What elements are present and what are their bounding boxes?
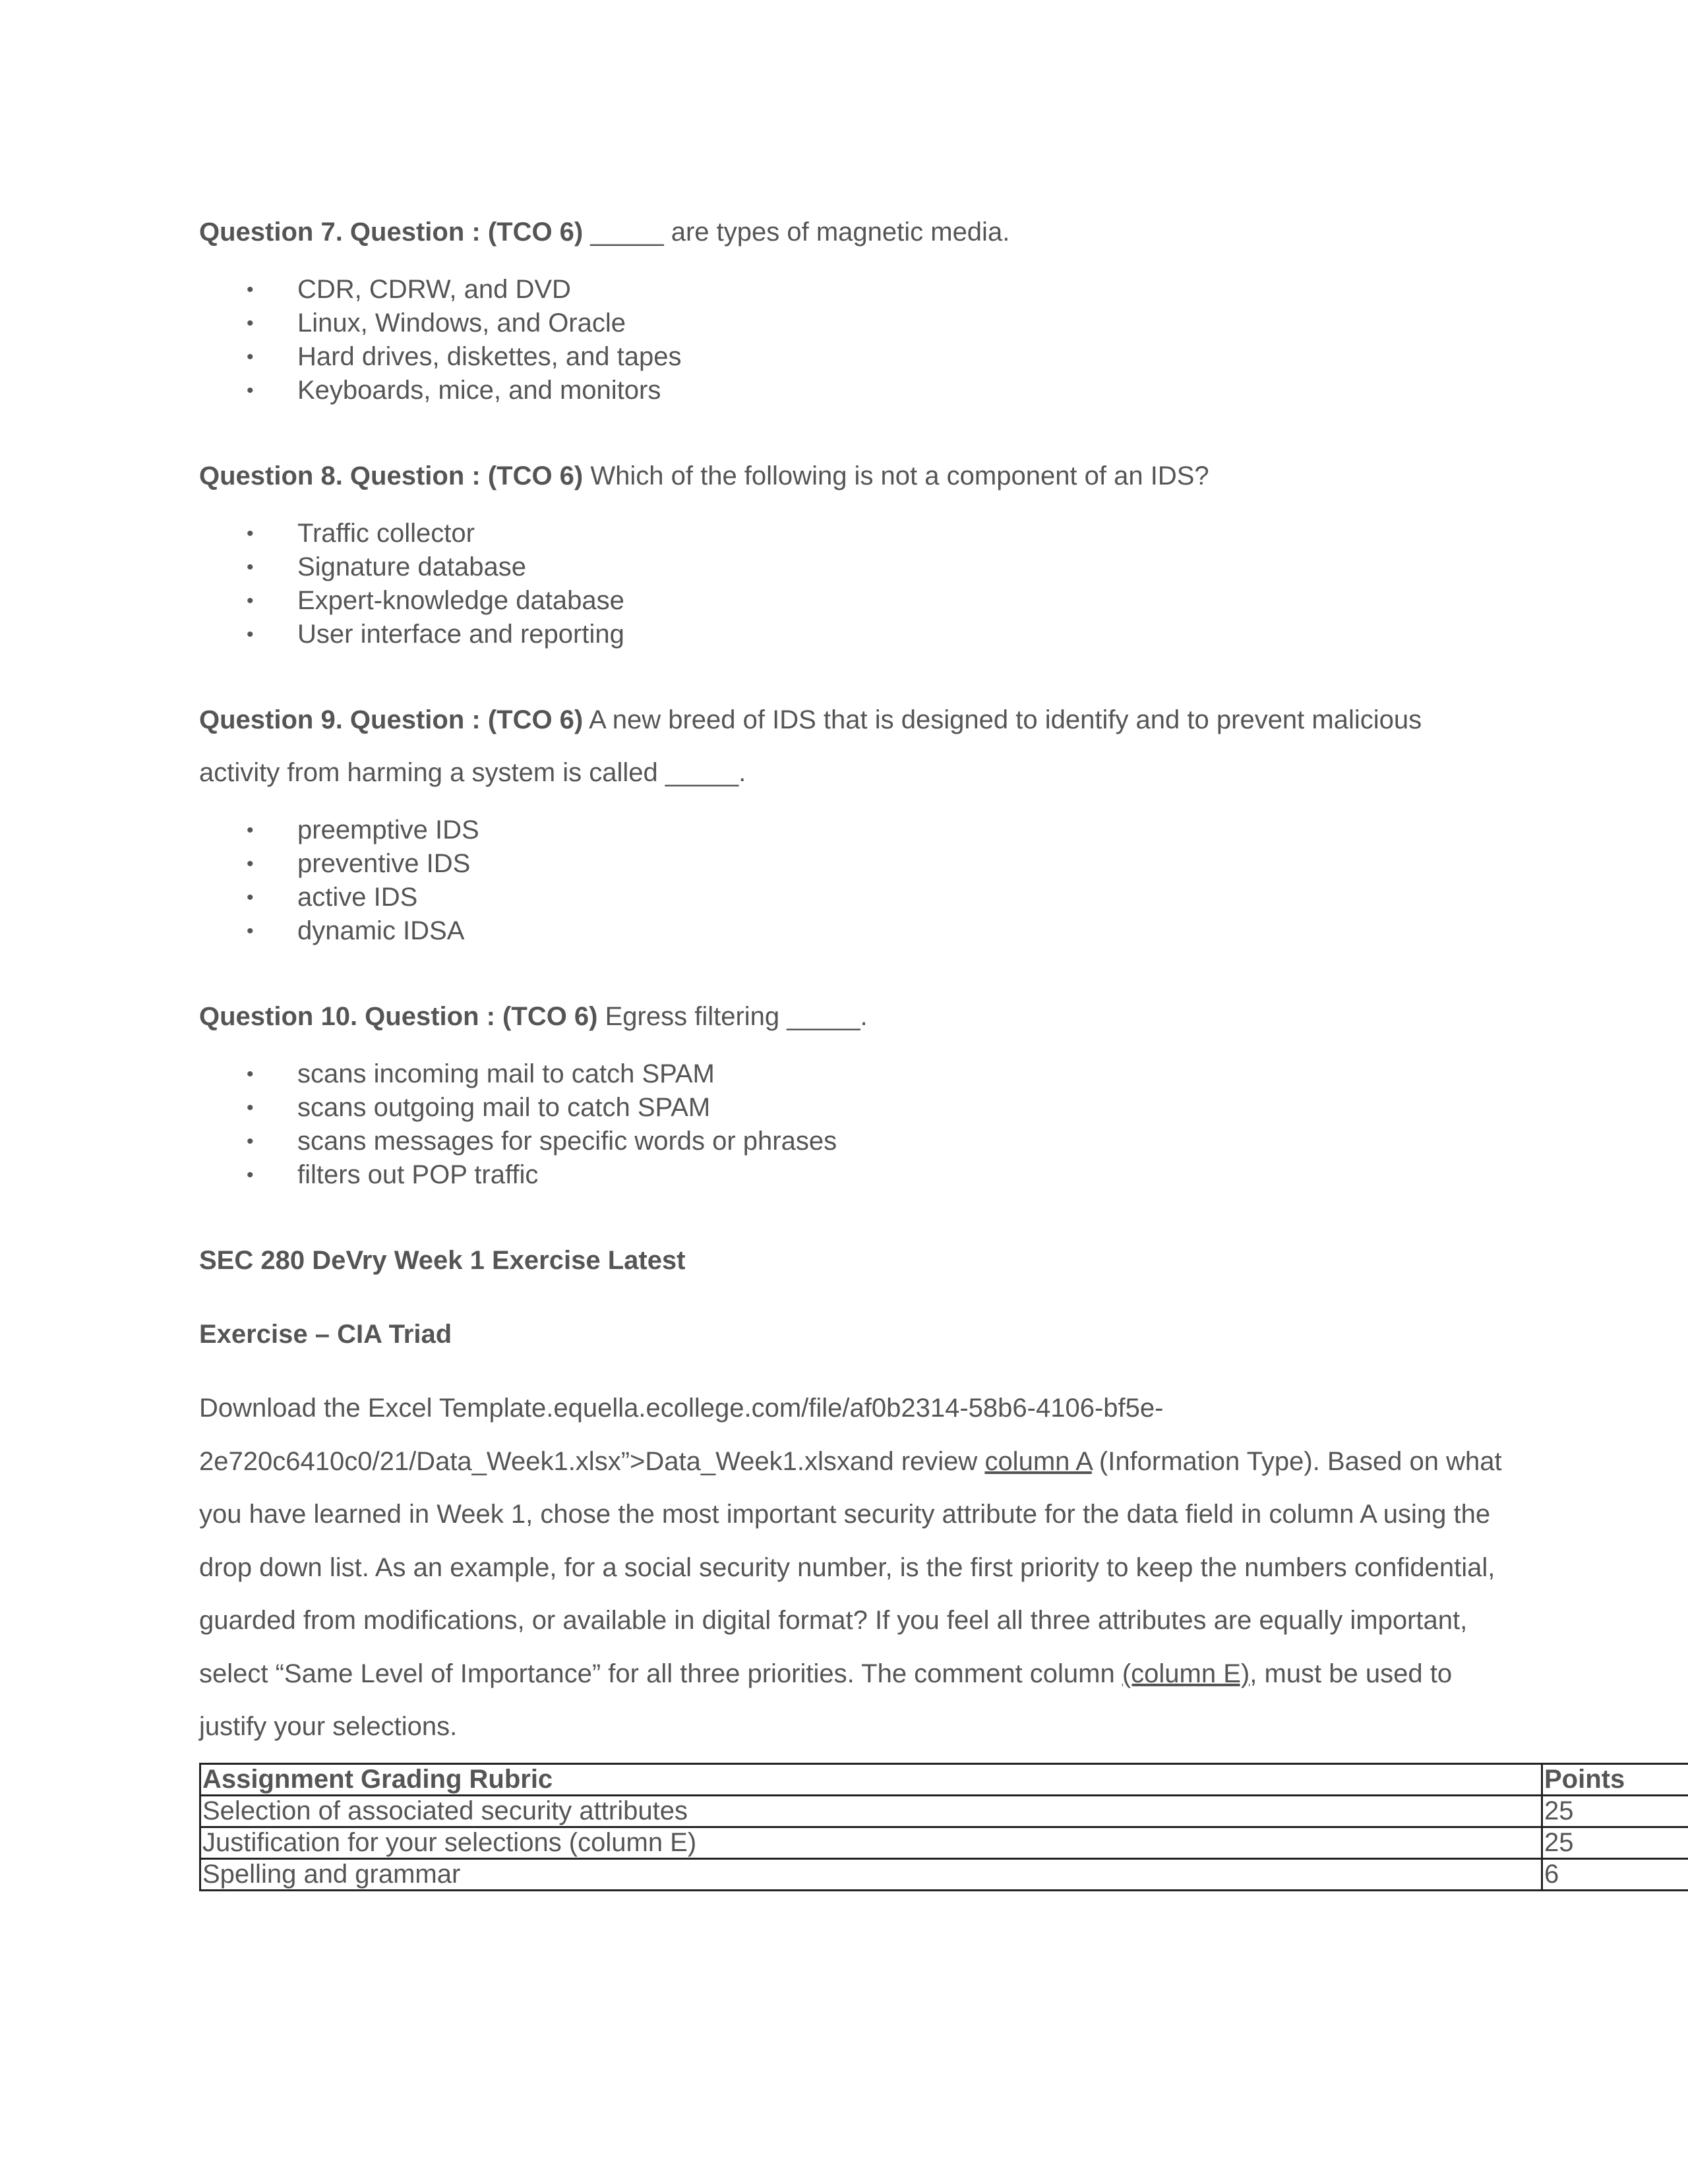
question-9-text: A new breed of IDS that is designed to identify and to prevent malicious activity from harming a system is called _____. [199, 705, 1422, 787]
bullet-icon: • [247, 279, 254, 301]
question-7-text: _____ are types of magnetic media. [583, 218, 1010, 247]
option-text: scans messages for specific words or phrases [297, 1127, 837, 1156]
option-text: dynamic IDSA [297, 916, 465, 945]
bullet-icon: • [247, 1097, 254, 1119]
question-10 [199, 999, 1688, 1034]
option [199, 517, 1688, 550]
option-text: scans outgoing mail to catch SPAM [297, 1093, 711, 1122]
question-9-label: Question 9. Question : (TCO 6) [199, 705, 584, 734]
paragraph-text: , must be used to justify your selections. [199, 1659, 1453, 1741]
option [199, 1057, 1688, 1091]
bullet-icon: • [247, 624, 254, 645]
paragraph-text: Download the Excel Template.equella.ecollege.com/file/af0b2314-58b6-4106-bf5e-2e720c6410c0/21/Data_Week1.xlsx”>Data_Week1.xlsxand review [199, 1394, 1164, 1476]
table-row [200, 1827, 1688, 1858]
bullet-icon: • [247, 312, 254, 334]
rubric-points: 25 [1542, 1795, 1688, 1827]
bullet-icon: • [247, 556, 254, 578]
question-8-label: Question 8. Question : (TCO 6) [199, 461, 584, 490]
option [199, 273, 1688, 307]
question-10-text: Egress filtering _____. [597, 1002, 868, 1031]
option-text: Expert-knowledge database [297, 586, 624, 615]
option [199, 813, 1688, 847]
option-text: Traffic collector [297, 519, 475, 548]
column-a-link[interactable]: column A [984, 1446, 1092, 1476]
bullet-icon: • [247, 1063, 254, 1085]
rubric-criterion: Spelling and grammar [200, 1858, 1542, 1890]
bullet-icon: • [247, 523, 254, 545]
question-8-text: Which of the following is not a component of an IDS? [583, 461, 1209, 490]
question-10-options [199, 1057, 1688, 1192]
option [199, 550, 1688, 584]
option-text: scans incoming mail to catch SPAM [297, 1059, 715, 1088]
rubric-criterion: Selection of associated security attributes [200, 1795, 1542, 1827]
option-text: Signature database [297, 552, 526, 581]
option [199, 914, 1688, 948]
option [199, 1125, 1688, 1158]
bullet-icon: • [247, 1131, 254, 1152]
question-7-options [199, 273, 1688, 407]
question-7-label: Question 7. Question : (TCO 6) [199, 218, 584, 247]
rubric-criterion: Justification for your selections (column E) [200, 1827, 1542, 1858]
header-rubric: Assignment Grading Rubric [200, 1763, 1542, 1795]
section-subtitle: Exercise – CIA Triad [199, 1320, 452, 1349]
bullet-icon: • [247, 1164, 254, 1186]
rubric-points: 25 [1542, 1827, 1688, 1858]
bullet-icon: • [247, 346, 254, 368]
table-header-row [200, 1763, 1688, 1795]
option-text: active IDS [297, 883, 418, 912]
bullet-icon: • [247, 590, 254, 612]
grading-rubric-table [199, 1763, 1688, 1891]
rubric-points: 6 [1542, 1858, 1688, 1890]
question-7 [199, 215, 1688, 249]
option [199, 374, 1688, 407]
document-page [199, 215, 1688, 1891]
question-9 [199, 694, 1505, 799]
bullet-icon: • [247, 853, 254, 875]
question-8-options [199, 517, 1688, 651]
bullet-icon: • [247, 380, 254, 401]
option [199, 618, 1688, 651]
paragraph-text: (Information Type). Based on what you have learned in Week 1, chose the most important security attribute for the data field in column A using the drop down list. As an example, for a social security number, is the first priority to keep the numbers confidential, guarded from modifications, or available in digital format? If you feel all three attributes are equally important, select “Same Level of Importance” for all three priorities. The comment column [199, 1446, 1502, 1688]
header-points: Points [1542, 1763, 1688, 1795]
option [199, 584, 1688, 618]
question-9-options [199, 813, 1688, 948]
option-text: Keyboards, mice, and monitors [297, 376, 661, 405]
option-text: preventive IDS [297, 849, 471, 878]
option-text: CDR, CDRW, and DVD [297, 275, 571, 304]
option-text: Linux, Windows, and Oracle [297, 309, 626, 338]
option-text: User interface and reporting [297, 620, 624, 649]
option [199, 1091, 1688, 1125]
option [199, 847, 1688, 881]
section-title: SEC 280 DeVry Week 1 Exercise Latest [199, 1246, 686, 1275]
option [199, 340, 1688, 374]
question-8 [199, 459, 1688, 493]
column-e-link[interactable]: (column E) [1122, 1659, 1250, 1688]
option [199, 1158, 1688, 1192]
option [199, 881, 1688, 914]
bullet-icon: • [247, 887, 254, 908]
option-text: filters out POP traffic [297, 1160, 539, 1189]
option [199, 307, 1688, 340]
table-row [200, 1858, 1688, 1890]
option-text: preemptive IDS [297, 815, 479, 844]
option-text: Hard drives, diskettes, and tapes [297, 342, 682, 371]
bullet-icon: • [247, 920, 254, 942]
question-10-label: Question 10. Question : (TCO 6) [199, 1002, 598, 1031]
bullet-icon: • [247, 819, 254, 841]
instructions-paragraph [199, 1382, 1518, 1754]
table-row [200, 1795, 1688, 1827]
